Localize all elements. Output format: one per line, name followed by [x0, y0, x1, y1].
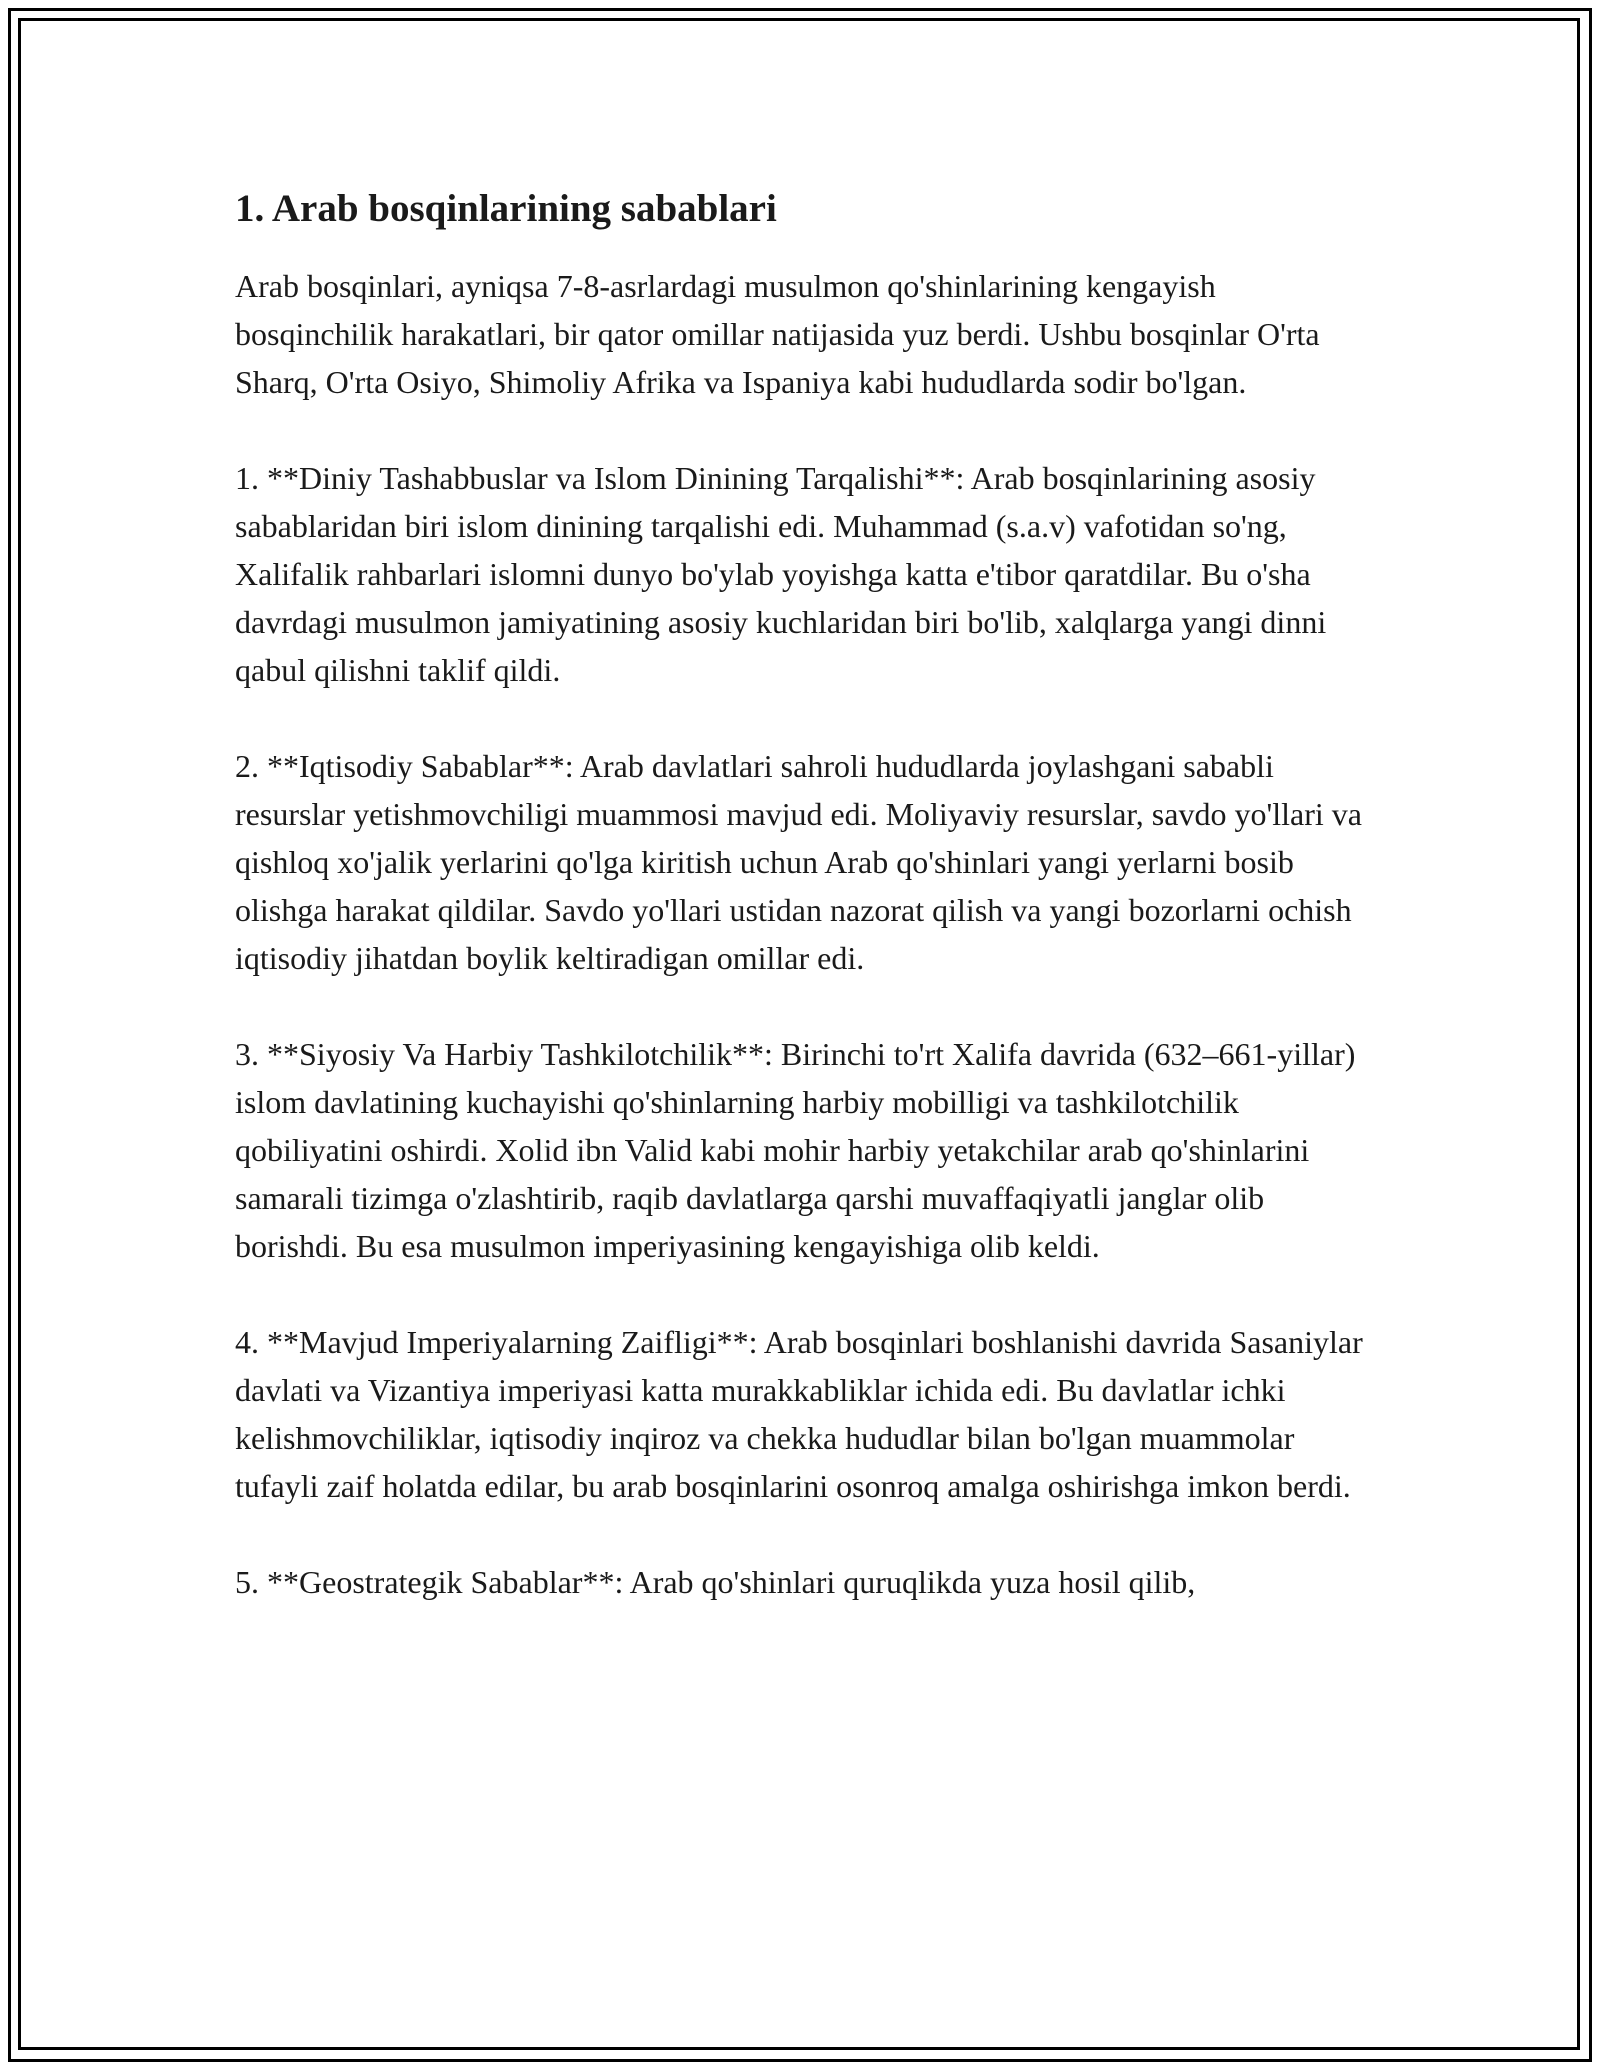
paragraph-religious-reasons: 1. **Diniy Tashabbuslar va Islom Dinining Tarqalishi**: Arab bosqinlarining asosiy sabablaridan biri islom dinining tarqalishi edi. Muhammad (s.a.v) vafotidan so'ng, Xalifalik rahbarlari islomni dunyo bo'ylab yoyishga katta e'tibor qaratdilar. Bu o'sha davrdagi musulmon jamiyatining asosiy kuchlaridan biri bo'lib, xalqlarga yangi dinni qabul qilishni taklif qildi.	[235, 459, 1327, 688]
paragraph-political-military: 3. **Siyosiy Va Harbiy Tashkilotchilik**: Birinchi to'rt Xalifa davrida (632–661-yillar) islom davlatining kuchayishi qo'shinlarning harbiy mobilligi va tashkilotchilik qobiliyatini oshirdi. Xolid ibn Valid kabi mohir harbiy yetakchilar arab qo'shinlarini samarali tizimga o'zlashtirib, raqib davlatlarga qarshi muvaffaqiyatli janglar olib borishdi. Bu esa musulmon imperiyasining kengayishiga olib keldi.	[235, 1035, 1356, 1264]
section-heading: 1. Arab bosqinlarining sabablari	[235, 187, 777, 230]
paragraph-geostrategic: 5. **Geostrategik Sabablar**: Arab qo'shinlari quruqlikda yuza hosil qilib,	[235, 1563, 1196, 1600]
intro-paragraph: Arab bosqinlari, ayniqsa 7-8-asrlardagi musulmon qo'shinlarining kengayish bosqinchilik harakatlari, bir qator omillar natijasida yuz berdi. Ushbu bosqinlar O'rta Sharq, O'rta Osiyo, Shimoliy Afrika va Ispaniya kabi hududlarda sodir bo'lgan.	[235, 267, 1320, 400]
paragraph-weak-empires: 4. **Mavjud Imperiyalarning Zaifligi**: Arab bosqinlari boshlanishi davrida Sasaniylar davlati va Vizantiya imperiyasi katta murakkabliklar ichida edi. Bu davlatlar ichki kelishmovchiliklar, iqtisodiy inqiroz va chekka hududlar bilan bo'lgan muammolar tufayli zaif holatda edilar, bu arab bosqinlarini osonroq amalga oshirishga imkon berdi.	[235, 1323, 1363, 1504]
paragraph-economic-reasons: 2. **Iqtisodiy Sabablar**: Arab davlatlari sahroli hududlarda joylashgani sababli resurslar yetishmovchiligi muammosi mavjud edi. Moliyaviy resurslar, savdo yo'llari va qishloq xo'jalik yerlarini qo'lga kiritish uchun Arab qo'shinlari yangi yerlarni bosib olishga harakat qildilar. Savdo yo'llari ustidan nazorat qilish va yangi bozorlarni ochish iqtisodiy jihatdan boylik keltiradigan omillar edi.	[235, 747, 1362, 976]
document-body	[235, 185, 1375, 1654]
